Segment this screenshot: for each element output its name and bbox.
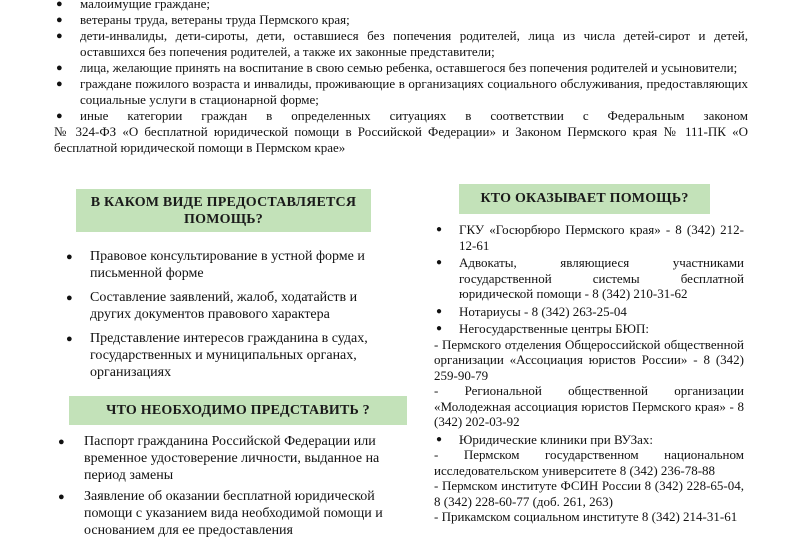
providers-list	[434, 222, 744, 525]
bullet-icon: ●	[436, 305, 443, 317]
form-of-help-list	[66, 248, 396, 388]
bullet-icon: ●	[56, 0, 63, 10]
bullet-icon: ●	[436, 323, 443, 334]
list-item: ● ГКУ «Госюрбюро Пермского края» - 8 (342) 212-12-61	[436, 222, 744, 253]
list-item: ● Заявление об оказании бесплатной юридической помощи с указанием вида необходимой помощи и основанием для ее предоставления	[58, 489, 383, 538]
list-item: ● Правовое консультирование в устной форме и письменной форме	[66, 249, 365, 281]
section-title-form: В КАКОМ ВИДЕ ПРЕДОСТАВЛЯЕТСЯ ПОМОЩЬ?	[76, 189, 371, 232]
bullet-icon: ●	[66, 333, 73, 345]
bullet-icon: ●	[56, 14, 63, 26]
list-item: ● Нотариусы - 8 (342) 263-25-04	[436, 303, 627, 319]
list-item: ● Составление заявлений, жалоб, ходатайств и других документов правового характера	[66, 290, 358, 322]
sub-item: - Пермском институте ФСИН России 8 (342) 228-65-04, 8 (342) 228-60-77 (доб. 261, 263)	[434, 478, 744, 509]
list-item: ● лица, желающие принять на воспитание в свою семью ребенка, оставшегося без попечения родителей и усыновители;	[56, 60, 738, 75]
list-item: ● дети-инвалиды, дети-сироты, дети, оставшиеся без попечения родителей, лица из числа детей-сирот и детей, оставшихся без попечения родителей, а также их законные представители;	[56, 28, 748, 59]
law-reference: № 324-ФЗ «О бесплатной юридической помощи в Российской Федерации» и Законом Пермского края № 111-ПК «О бесплатной юридической помощи в Пермском крае»	[54, 124, 748, 155]
bullet-icon: ●	[56, 78, 63, 90]
list-item: ● иные категории граждан в определенных ситуациях в соответствии с Федеральным законом	[56, 108, 748, 123]
section-title-documents: ЧТО НЕОБХОДИМО ПРЕДСТАВИТЬ ?	[69, 396, 407, 425]
list-item: ● Негосударственные центры БЮП:	[436, 321, 649, 336]
list-item: ● Юридические клиники при ВУЗах:	[436, 431, 653, 447]
sub-item: - Региональной общественной организации «Молодежная ассоциация юристов Пермского края» - 8 (342) 202-03-92	[434, 383, 744, 429]
bullet-icon: ●	[58, 491, 65, 503]
bullet-icon: ●	[58, 436, 65, 448]
bullet-icon: ●	[66, 292, 73, 304]
section-title-providers: КТО ОКАЗЫВАЕТ ПОМОЩЬ?	[459, 184, 710, 214]
bullet-icon: ●	[56, 30, 63, 42]
bullet-icon: ●	[436, 257, 443, 268]
list-item: ● Представление интересов гражданина в судах, государственных и муниципальных органах, организациях	[66, 331, 368, 380]
required-documents-list	[58, 433, 403, 543]
bullet-icon: ●	[56, 110, 63, 122]
bullet-icon: ●	[56, 62, 63, 74]
list-item: ● Адвокаты, являющиеся участниками государственной системы бесплатной юридической помощи - 8 (342) 210-31-62	[436, 255, 744, 301]
list-item: ● ветераны труда, ветераны труда Пермского края;	[56, 12, 350, 27]
bullet-icon: ●	[436, 224, 443, 235]
bullet-icon: ●	[66, 251, 73, 263]
list-item: ● граждане пожилого возраста и инвалиды, проживающие в организациях социального обслуживания, предоставляющих социальные услуги в стационарной форме;	[56, 76, 748, 107]
sub-item: - Пермского отделения Общероссийской общественной организации «Ассоциация юристов России» - 8 (342) 259-90-79	[434, 336, 744, 383]
list-item: ● Паспорт гражданина Российской Федерации или временное удостоверение личности, выданное на период замены	[58, 434, 380, 483]
list-item: ● малоимущие граждане;	[54, 0, 748, 12]
eligible-categories-list	[54, 0, 748, 156]
sub-item: - Прикамском социальном институте 8 (342) 214-31-61	[434, 509, 738, 524]
bullet-icon: ●	[436, 433, 443, 445]
sub-item: - Пермском государственном национальном исследовательском университете 8 (342) 236-78-88	[434, 447, 744, 478]
